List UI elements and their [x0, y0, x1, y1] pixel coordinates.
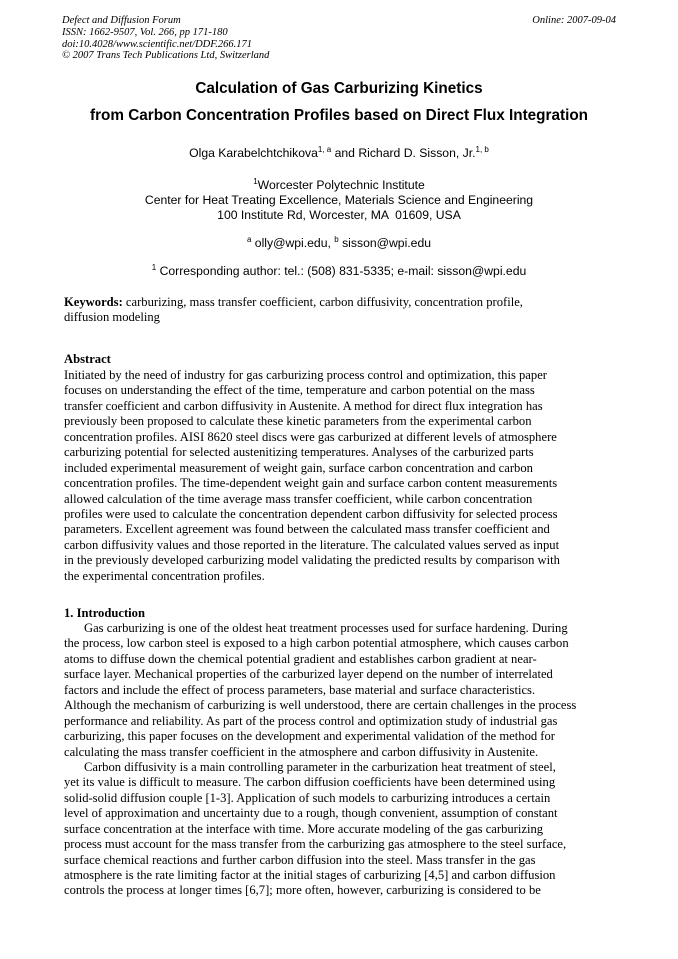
introduction-line: Gas carburizing is one of the oldest heat treatment processes used for surface hardening. During	[84, 621, 568, 635]
abstract-line: in the previously developed carburizing model validating the predicted results by comparison with	[64, 553, 560, 568]
introduction-line: performance and reliability. As part of the process control and optimization study of industrial gas	[64, 713, 558, 728]
abstract-body	[64, 368, 616, 584]
email-karabelchtchikova: olly@wpi.edu,	[251, 236, 335, 250]
introduction-line: carburizing, this paper focuses on the development and experimental validation of the method for	[64, 729, 555, 744]
keywords-label: Keywords:	[64, 295, 123, 309]
introduction-line: calculating the mass transfer coefficient in the atmosphere and carbon diffusivity in Austenite.	[64, 744, 539, 759]
abstract-line: included experimental measurement of weight gain, surface carbon concentration and carbon	[64, 460, 533, 475]
abstract-line: Initiated by the need of industry for gas carburizing process control and optimization, this paper	[64, 368, 547, 382]
introduction-line: surface chemical reactions and further carbon diffusion into the steel. Mass transfer in the gas	[64, 852, 536, 867]
abstract-line: previously been proposed to calculate these kinetic parameters from the experimental carbon	[64, 414, 532, 429]
author-emails	[40, 236, 638, 250]
email-sisson: sisson@wpi.edu	[338, 236, 432, 250]
online-date: Online: 2007-09-04	[532, 15, 616, 26]
introduction-line: controls the process at longer times [6,7]; more often, however, carburizing is considered to be	[64, 883, 541, 898]
author-1-affiliation-mark: 1, a	[317, 145, 332, 154]
abstract-line: profiles were used to calculate the concentration dependent carbon diffusivity for selected process	[64, 506, 558, 521]
keywords-text-2: diffusion modeling	[64, 310, 160, 325]
affiliation-mark: 1	[253, 177, 258, 186]
corresponding-mark: 1	[151, 263, 157, 272]
affiliation-line-2: Center for Heat Treating Excellence, Materials Science and Engineering	[144, 193, 534, 207]
introduction-line: Carbon diffusivity is a main controlling parameter in the carburization heat treatment of steel,	[84, 759, 556, 774]
introduction-line: the process, low carbon steel is exposed to a high carbon potential atmosphere, which causes carbon	[64, 636, 569, 651]
affiliation-address: 100 Institute Rd, Worcester, MA 01609, USA	[217, 208, 461, 222]
introduction-heading: 1. Introduction	[64, 606, 145, 620]
introduction-line: yet its value is difficult to measure. The carbon diffusion coefficients have been determined using	[64, 775, 556, 790]
introduction-line: factors and include the effect of process parameters, base material and surface characteristics.	[64, 682, 536, 697]
introduction-line: level of approximation and uncertainty due to a rough, though convenient, assumption of constant	[64, 806, 558, 821]
paper-title-line-2: from Carbon Concentration Profiles based on Direct Flux Integration	[89, 107, 589, 124]
email-mark-b: b	[334, 235, 339, 244]
affiliation-line-1: $^1$Worcester Polytechnic Institute	[253, 177, 425, 192]
journal-name: Defect and Diffusion Forum	[62, 15, 181, 26]
introduction-line: surface layer. Mechanical properties of the carburized layer depend on the number of interrelated	[64, 667, 553, 682]
abstract-line: concentration profiles. AISI 8620 steel discs were gas carburized at different levels of atmosphere	[64, 429, 557, 444]
corresponding-author: $^1$ Corresponding author: tel.: (508) 831-5335; e-mail: sisson@wpi.edu	[151, 263, 527, 278]
email-mark-a: a	[246, 235, 252, 244]
author-2-affiliation-mark: 1, b	[475, 145, 489, 154]
introduction-line: atmosphere is the rate limiting factor at the initial stages of carburizing [4,5] and carbon diffusion	[64, 868, 556, 882]
copyright-line: © 2007 Trans Tech Publications Ltd, Switzerland	[62, 50, 270, 62]
abstract-line: carbon diffusivity values and those reported in the literature. The calculated values served as input	[64, 537, 560, 552]
keywords	[64, 295, 616, 326]
issn-line: ISSN: 1662-9507, Vol. 266, pp 171-180	[62, 26, 228, 38]
paper-title-line-1: Calculation of Gas Carburizing Kinetics	[195, 80, 483, 97]
abstract-heading: Abstract	[64, 352, 111, 366]
abstract-line: concentration profiles. The time-dependent weight gain and surface carbon content measurements	[64, 476, 558, 491]
abstract-line: carburizing potential for selected austenitizing temperatures. Analyses of the carburized parts	[64, 445, 534, 460]
introduction-line: Although the mechanism of carburizing is well understood, there are certain challenges in the process	[64, 698, 577, 713]
introduction-body	[64, 621, 616, 899]
abstract-line: focuses on understanding the effect of the time, temperature and carbon potential on the mass	[64, 383, 535, 398]
author-list	[40, 146, 638, 160]
introduction-line: solid-solid diffusion couple [1-3]. Application of such models to carburizing introduces a certain	[64, 790, 551, 805]
abstract-line: transfer coefficient and carbon diffusivity in Austenite. A method for direct flux integration has	[64, 398, 543, 413]
author-sisson: Richard D. Sisson, Jr.	[358, 146, 476, 160]
doi-line: doi:10.4028/www.scientific.net/DDF.266.171	[62, 38, 253, 50]
journal-header	[62, 15, 616, 62]
author-karabelchtchikova: Olga Karabelchtchikova	[189, 146, 318, 160]
introduction-line: surface concentration at the interface with time. More accurate modeling of the gas carburizing	[64, 821, 544, 836]
introduction-line: process must account for the mass transfer from the carburizing gas atmosphere to the steel surface,	[64, 837, 567, 852]
author-conjunction: and	[331, 146, 359, 160]
keywords-text-1: carburizing, mass transfer coefficient, carbon diffusivity, concentration profile,	[122, 295, 523, 309]
abstract-line: allowed calculation of the time average mass transfer coefficient, while carbon concentration	[64, 491, 533, 506]
abstract-line: parameters. Excellent agreement was found between the calculated mass transfer coefficient and	[64, 522, 550, 537]
abstract-line: the experimental concentration profiles.	[64, 568, 265, 583]
introduction-line: atoms to diffuse down the chemical potential gradient and establishes carbon gradient at near-	[64, 651, 537, 666]
